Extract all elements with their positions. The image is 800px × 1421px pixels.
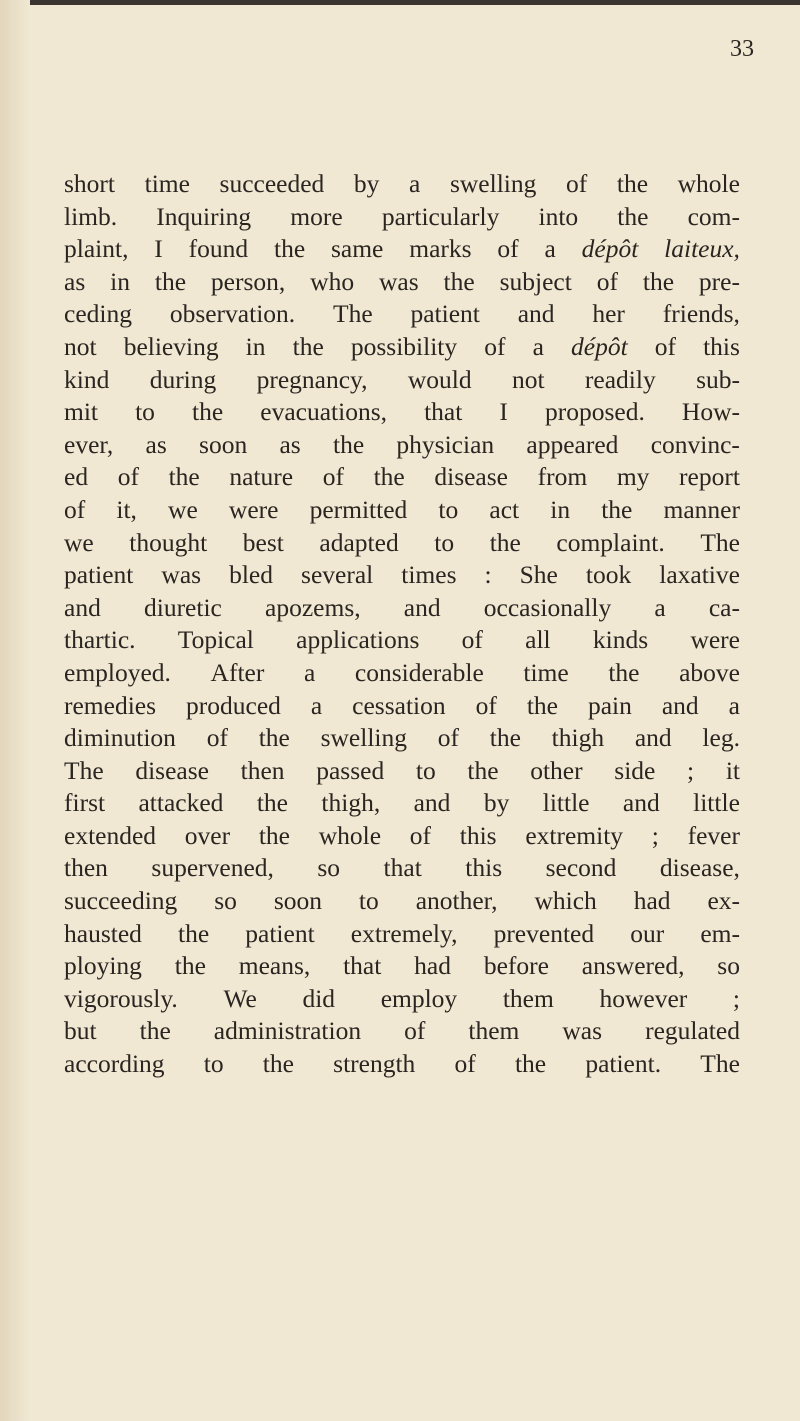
word: which <box>534 886 597 916</box>
word: occasionally <box>483 592 612 622</box>
word: swelling <box>449 169 537 198</box>
word: the <box>514 1049 547 1079</box>
word: to <box>434 527 455 557</box>
word: during <box>149 364 217 394</box>
word: succeeding <box>64 886 178 916</box>
word: marks <box>409 234 472 264</box>
word: this <box>459 820 497 850</box>
word: How- <box>681 397 740 427</box>
text-line <box>64 1015 740 1048</box>
word: was <box>562 1016 603 1046</box>
word: found <box>188 234 249 264</box>
word: the <box>608 657 640 687</box>
word: to <box>415 755 436 785</box>
word: into <box>538 201 579 231</box>
text-line <box>64 624 740 657</box>
word: did <box>302 983 336 1013</box>
word: this <box>703 331 740 361</box>
word: of <box>64 494 86 524</box>
word: Inquiring <box>156 201 252 231</box>
word: ex- <box>707 886 740 916</box>
text-line <box>64 918 740 951</box>
italic-word: dépôt <box>571 331 628 361</box>
word: thigh <box>551 723 605 753</box>
word: other <box>530 755 583 785</box>
word: to <box>438 494 459 524</box>
word: before <box>483 951 549 981</box>
word: the <box>192 397 224 427</box>
word: pain <box>587 690 632 720</box>
word: the <box>489 527 521 557</box>
word: in <box>110 266 130 296</box>
word: and <box>661 690 699 720</box>
word: patient <box>410 299 480 329</box>
word: employed. <box>64 657 171 687</box>
word: of <box>117 462 139 492</box>
word: remedies <box>64 690 157 720</box>
word: the <box>642 266 675 296</box>
word: of <box>497 234 519 264</box>
word: the <box>443 266 475 296</box>
word: means, <box>238 951 311 981</box>
word: were <box>228 494 279 524</box>
word: swelling <box>320 723 408 753</box>
word: time <box>523 657 569 687</box>
word: the <box>262 1049 294 1079</box>
word: laxative <box>659 560 740 590</box>
word: particularly <box>381 201 500 231</box>
text-line <box>64 494 740 527</box>
word: so <box>317 853 341 883</box>
word: the <box>139 1016 171 1046</box>
word: of <box>566 169 588 198</box>
text-line <box>64 364 740 397</box>
word: as <box>145 429 167 459</box>
word: produced <box>186 690 281 720</box>
word: extremity <box>525 820 624 850</box>
word: pre- <box>698 266 740 296</box>
word: to <box>358 886 379 916</box>
word: kind <box>64 364 110 394</box>
word: permitted <box>309 494 408 524</box>
text-line <box>64 266 740 299</box>
word: person, <box>210 266 286 296</box>
text-line <box>64 657 740 690</box>
word: fever <box>687 820 740 850</box>
word: of <box>322 462 344 492</box>
word: thought <box>129 527 208 557</box>
word: by <box>483 788 510 818</box>
word: first <box>64 788 106 818</box>
word: ; <box>687 755 695 785</box>
word: cessation <box>352 690 446 720</box>
word: disease, <box>659 853 740 883</box>
word: was <box>161 560 202 590</box>
word: the <box>526 690 558 720</box>
word: so <box>717 951 740 981</box>
word: mit <box>64 397 99 427</box>
page-number: 33 <box>730 36 754 62</box>
word: com- <box>687 201 740 231</box>
word: ; <box>651 820 659 850</box>
word: it <box>725 755 740 785</box>
word: limb. <box>64 201 118 231</box>
word: same <box>330 234 384 264</box>
word: Topical <box>177 625 254 655</box>
word: the <box>373 462 405 492</box>
word: we <box>168 494 198 524</box>
word: diuretic <box>143 592 222 622</box>
word: regulated <box>645 1016 740 1046</box>
word: physician <box>396 429 495 459</box>
word: by <box>353 169 380 198</box>
text-line <box>64 950 740 983</box>
word: and <box>403 592 441 622</box>
word: of <box>404 1016 426 1046</box>
word: had <box>633 886 671 916</box>
word: We <box>223 983 257 1013</box>
word: best <box>242 527 284 557</box>
word: extended <box>64 820 157 850</box>
word: whole <box>318 820 382 850</box>
word: the <box>616 169 649 198</box>
word: them <box>502 983 554 1013</box>
text-line <box>64 168 740 201</box>
word: short <box>64 169 115 198</box>
word: thartic. <box>64 625 136 655</box>
word: readily <box>584 364 656 394</box>
word: thigh, <box>321 788 381 818</box>
word: this <box>465 853 503 883</box>
word: I <box>154 234 163 264</box>
word: em- <box>700 918 740 948</box>
word: all <box>525 625 551 655</box>
word: that <box>383 853 422 883</box>
word: evacuations, <box>260 397 387 427</box>
word: time <box>144 169 190 198</box>
word: a <box>654 592 666 622</box>
word: disease <box>434 462 508 492</box>
word: our <box>630 918 665 948</box>
word: in <box>550 494 571 524</box>
text-line <box>64 527 740 560</box>
word: soon <box>199 429 248 459</box>
word: ed <box>64 462 89 492</box>
word: the <box>273 234 306 264</box>
word: of <box>206 723 228 753</box>
word: prevented <box>493 918 595 948</box>
word: report <box>679 462 740 492</box>
word: adapted <box>319 527 399 557</box>
word: ever, <box>64 429 114 459</box>
word: another, <box>415 886 498 916</box>
word: from <box>537 462 588 492</box>
word: that <box>424 397 463 427</box>
text-line <box>64 331 740 364</box>
word: had <box>414 951 451 981</box>
word: patient <box>64 560 134 590</box>
word: her <box>592 299 625 329</box>
word: subject <box>499 266 572 296</box>
word: employ <box>380 983 458 1013</box>
word: convinc- <box>650 429 740 459</box>
word: the <box>154 266 187 296</box>
word: little <box>693 788 740 818</box>
word: The <box>700 1049 740 1079</box>
word: supervened, <box>151 853 274 883</box>
text-line <box>64 559 740 592</box>
word: then <box>64 853 108 883</box>
word: the <box>168 462 200 492</box>
word: it, <box>116 494 137 524</box>
text-line <box>64 396 740 429</box>
word: a <box>409 169 421 198</box>
word: the <box>258 723 290 753</box>
word: possibility <box>350 331 458 361</box>
word: and <box>634 723 672 753</box>
text-line <box>64 820 740 853</box>
text-line <box>64 983 740 1016</box>
word: side <box>614 755 656 785</box>
word: diminution <box>64 723 176 753</box>
word: above <box>679 657 740 687</box>
word: and <box>64 592 101 622</box>
word: to <box>203 1049 224 1079</box>
word: sub- <box>696 364 740 394</box>
word: friends, <box>662 299 740 329</box>
word: administration <box>213 1016 362 1046</box>
word: nature <box>229 462 294 492</box>
page-top-edge <box>0 0 800 5</box>
word: succeeded <box>219 169 325 198</box>
word: more <box>290 201 343 231</box>
text-line <box>64 201 740 234</box>
word: them <box>468 1016 520 1046</box>
word: to <box>135 397 155 427</box>
word: patient. <box>585 1049 662 1079</box>
word: of <box>437 723 460 753</box>
word: ca- <box>708 592 740 622</box>
word: The <box>700 527 740 557</box>
word: vigorously. <box>64 983 178 1013</box>
word: the <box>174 951 206 981</box>
word: a <box>728 690 740 720</box>
word: the <box>258 820 290 850</box>
word: strength <box>333 1049 416 1079</box>
text-line <box>64 690 740 723</box>
word: act <box>489 494 520 524</box>
word: whole <box>677 169 740 198</box>
word: and <box>517 299 555 329</box>
text-line <box>64 885 740 918</box>
text-line <box>64 787 740 820</box>
word: of <box>475 690 497 720</box>
text-line <box>64 298 740 331</box>
word: the <box>292 331 324 361</box>
word: the <box>601 494 633 524</box>
word: patient <box>245 918 315 948</box>
text-line <box>64 429 740 462</box>
word: of <box>454 1049 476 1079</box>
word: a <box>544 234 556 264</box>
word: but <box>64 1016 97 1046</box>
word: soon <box>273 886 322 916</box>
word: over <box>184 820 231 850</box>
word: was <box>378 266 419 296</box>
word: After <box>210 657 265 687</box>
word: my <box>616 462 650 492</box>
word: a <box>310 690 323 720</box>
word: as <box>279 429 301 459</box>
word: complaint. <box>556 527 665 557</box>
word: second <box>545 853 617 883</box>
word: however <box>599 983 688 1013</box>
word: the <box>617 201 649 231</box>
word: apozems, <box>265 592 361 622</box>
text-line <box>64 461 740 494</box>
word: I <box>499 397 508 427</box>
italic-word: laiteux, <box>664 234 740 264</box>
word: ceding <box>64 299 132 329</box>
word: the <box>256 788 288 818</box>
word: kinds <box>592 625 649 655</box>
word: The <box>333 299 373 329</box>
word: appeared <box>526 429 619 459</box>
word: took <box>585 560 632 590</box>
word: believing <box>123 331 219 361</box>
word: proposed. <box>544 397 645 427</box>
word: in <box>245 331 266 361</box>
word: disease <box>135 755 209 785</box>
word: of <box>461 625 483 655</box>
word: of <box>654 331 676 361</box>
word: that <box>343 951 382 981</box>
word: the <box>332 429 365 459</box>
text-line <box>64 233 740 266</box>
word: manner <box>663 494 740 524</box>
word: not <box>511 364 545 394</box>
text-line <box>64 722 740 755</box>
body-text <box>64 168 740 1081</box>
word: hausted <box>64 918 142 948</box>
word: so <box>214 886 237 916</box>
word: little <box>542 788 590 818</box>
italic-word: dépôt <box>581 234 639 264</box>
word: passed <box>316 755 385 785</box>
word: applications <box>296 625 420 655</box>
word: extremely, <box>350 918 458 948</box>
word: plaint, <box>64 234 129 264</box>
word: as <box>64 266 86 296</box>
text-line <box>64 755 740 788</box>
word: attacked <box>138 788 224 818</box>
word: and <box>622 788 660 818</box>
word: considerable <box>354 657 484 687</box>
text-line <box>64 852 740 885</box>
word: who <box>310 266 355 296</box>
word: The <box>64 755 104 785</box>
word: observation. <box>169 299 296 329</box>
word: then <box>240 755 285 785</box>
word: we <box>64 527 94 557</box>
word: the <box>178 918 210 948</box>
word: times <box>401 560 457 590</box>
page-gutter-shadow <box>0 0 30 1421</box>
word: according <box>64 1049 165 1079</box>
word: : <box>484 560 492 590</box>
text-line <box>64 592 740 625</box>
word: bled <box>229 560 273 590</box>
word: a <box>303 657 316 687</box>
word: She <box>519 560 558 590</box>
word: of <box>596 266 618 296</box>
word: ; <box>732 983 740 1013</box>
word: of <box>409 820 432 850</box>
word: the <box>467 755 499 785</box>
word: ploying <box>64 951 142 981</box>
word: and <box>413 788 451 818</box>
word: of <box>484 331 506 361</box>
text-line <box>64 1048 740 1081</box>
word: would <box>407 364 472 394</box>
word: leg. <box>702 723 740 753</box>
word: a <box>532 331 544 361</box>
word: pregnancy, <box>256 364 368 394</box>
word: the <box>489 723 521 753</box>
word: answered, <box>581 951 685 981</box>
word: not <box>64 331 97 361</box>
word: were <box>690 625 740 655</box>
word: several <box>301 560 374 590</box>
